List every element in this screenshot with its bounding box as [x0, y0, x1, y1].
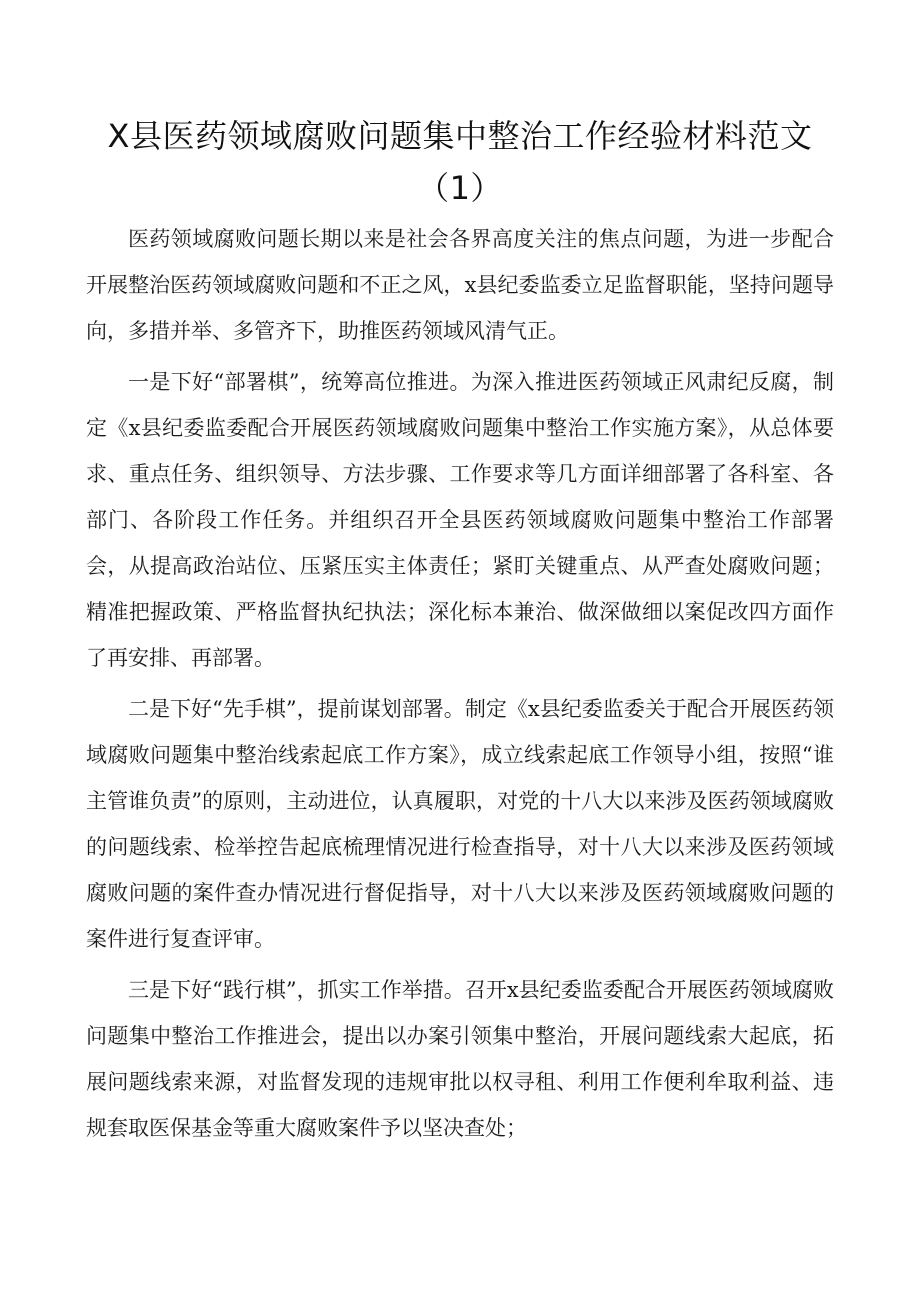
paragraph-intro: 医药领域腐败问题长期以来是社会各界高度关注的焦点问题，为进一步配合开展整治医药领域腐败问题和不正之风，x县纪委监委立足监督职能，坚持问题导向，多措并举、多管齐下，助推医药领域风清气正。 [86, 227, 834, 343]
paragraph-planning: 二是下好“先手棋”，提前谋划部署。制定《x县纪委监委关于配合开展医药领域腐败问题集中整治线索起底工作方案》，成立线索起底工作领导小组，按照“谁主管谁负责”的原则，主动进位，认真履职，对党的十八大以来涉及医药领域腐败的问题线索、检举控告起底梳理情况进行检查指导，对十八大以来涉及医药领域腐败问题的案件查办情况进行督促指导，对十八大以来涉及医药领域腐败问题的案件进行复查评审。 [86, 697, 834, 951]
document-title: X县医药领域腐败问题集中整治工作经验材料范文（1） [107, 117, 813, 207]
document-body [86, 216, 834, 1156]
paragraph-deployment: 一是下好“部署棋”，统筹高位推进。为深入推进医药领域正风肃纪反腐，制定《x县纪委监委配合开展医药领域腐败问题集中整治工作实施方案》，从总体要求、重点任务、组织领导、方法步骤、工作要求等几方面详细部署了各科室、各部门、各阶段工作任务。并组织召开全县医药领域腐败问题集中整治工作部署会，从提高政治站位、压紧压实主体责任；紧盯关键重点、从严查处腐败问题；精准把握政策、严格监督执纪执法；深化标本兼治、做深做细以案促改四方面作了再安排、再部署。 [86, 370, 834, 670]
paragraph-practice: 三是下好“践行棋”，抓实工作举措。召开x县纪委监委配合开展医药领域腐败问题集中整治工作推进会，提出以办案引领集中整治，开展问题线索大起底，拓展问题线索来源，对监督发现的违规审批以权寻租、利用工作便利牟取利益、违规套取医保基金等重大腐败案件予以坚决查处； [86, 978, 834, 1140]
